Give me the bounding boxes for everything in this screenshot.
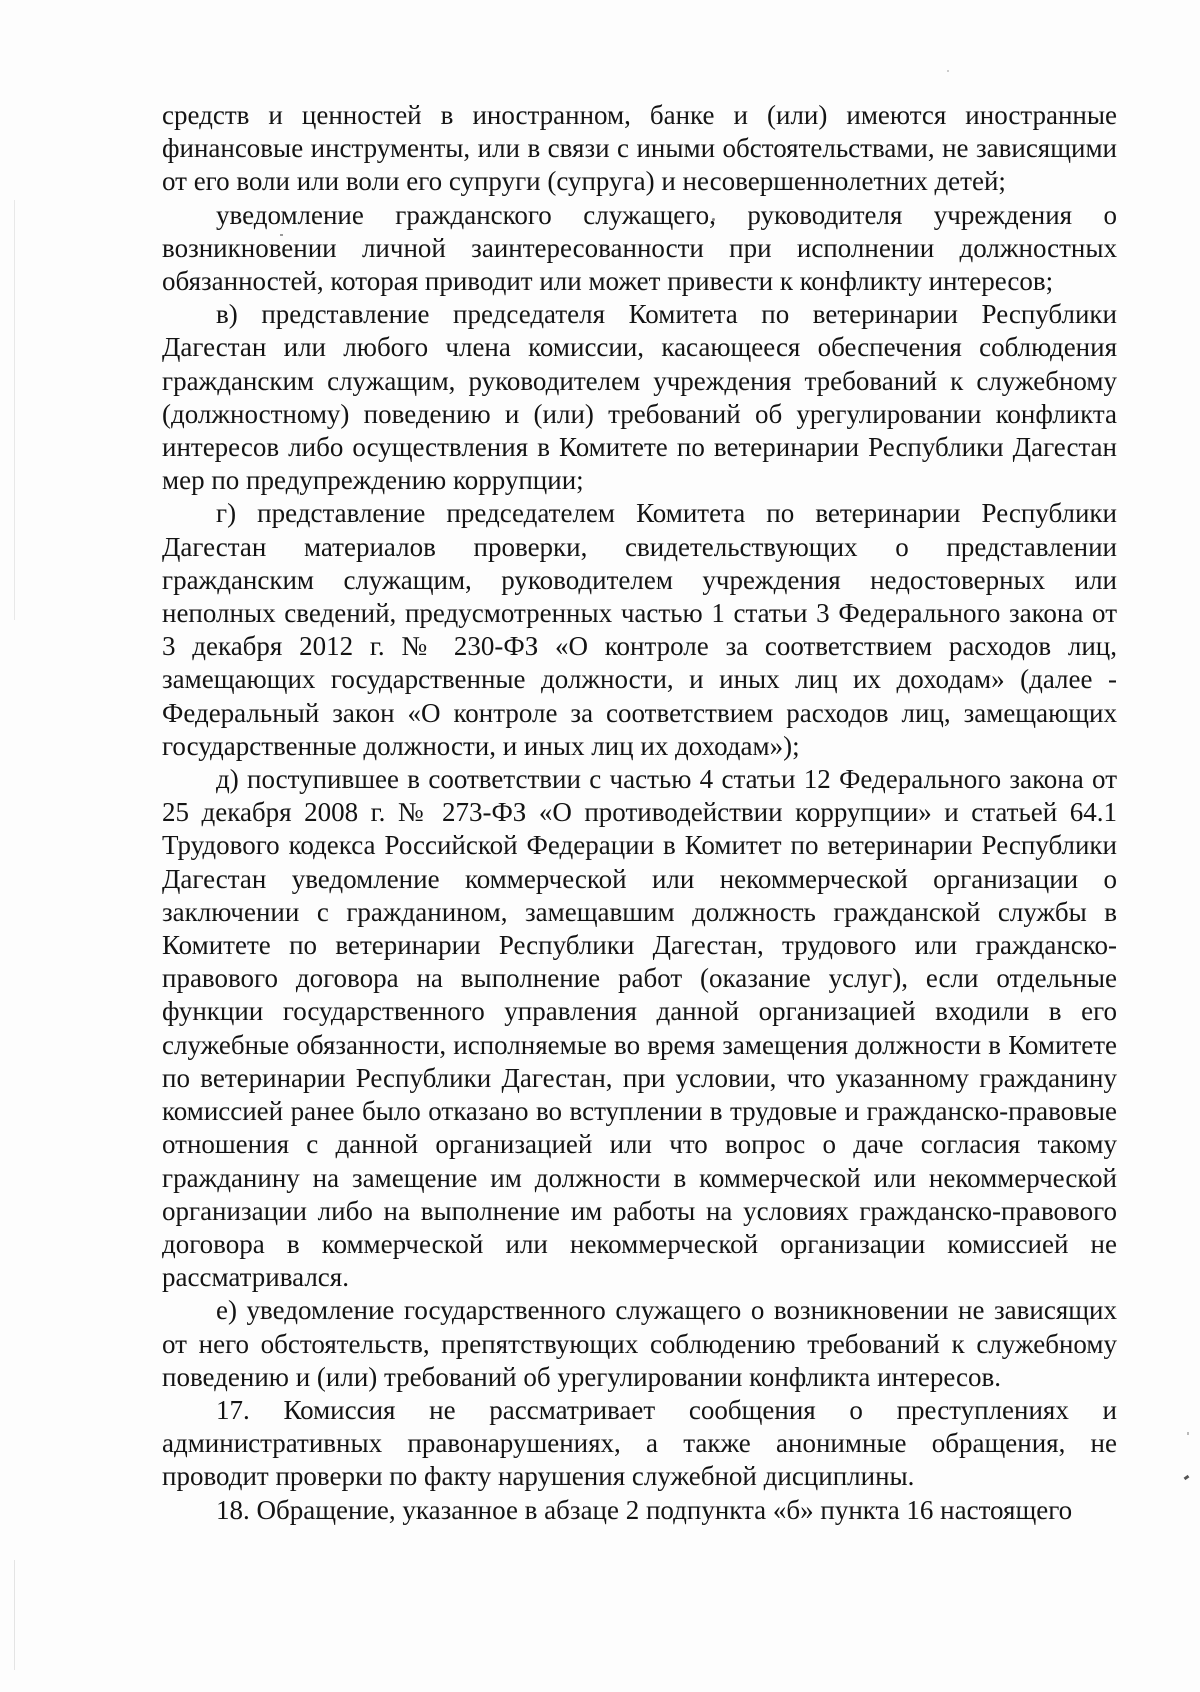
scan-edge-mark — [14, 1560, 15, 1670]
scan-speck — [947, 70, 949, 72]
scan-edge-mark — [14, 200, 15, 620]
paragraph-item-d: д) поступившее в соответствии с частью 4 статьи 12 Федерального закона от 25 декабря 2008 г. № 273-ФЗ «О противодействии коррупции» и статьей 64.1 Трудового кодекса Российской Федерации в Комитет по ветеринарии Республики Дагестан уведомление коммерческой или некоммерческой организации о заключении с гражданином, замещавшим должность гражданской службы в Комитете по ветеринарии Республики Дагестан, трудового или гражданско-правового договора на выполнение работ (оказание услуг), если отдельные функции государственного управления данной организацией входили в его служебные обязанности, исполняемые во время замещения должности в Комитете по ветеринарии Республики Дагестан, при условии, что указанному гражданину комиссией ранее было отказано во вступлении в трудовые и гражданско-правовые отношения с данной организацией или что вопрос о даче согласия такому гражданину на замещение им должности в коммерческой или некоммерческой организации либо на выполнение им работы на условиях гражданско-правового договора в коммерческой или некоммерческой организации комиссией не рассматривался. — [162, 764, 1117, 1293]
document-body — [162, 99, 1117, 1527]
paragraph-item-g: г) представление председателем Комитета по ветеринарии Республики Дагестан материалов проверки, свидетельствующих о представлении гражданским служащим, руководителем учреждения недостоверных или неполных сведений, предусмотренных частью 1 статьи 3 Федерального закона от 3 декабря 2012 г. № 230-ФЗ «О контроле за соответствием расходов лиц, замещающих государственные должности, и иных лиц их доходам» (далее - Федеральный закон «О контроле за соответствием расходов лиц, замещающих государственные должности, и иных лиц их доходам»); — [162, 498, 1117, 761]
paragraph-item-e: е) уведомление государственного служащего о возникновении не зависящих от него обстоятельств, препятствующих соблюдению требований к служебному поведению и (или) требований об урегулировании конфликта интересов. — [162, 1295, 1117, 1392]
scan-pen-mark — [1184, 1475, 1190, 1480]
paragraph-item-v: в) представление председателя Комитета по ветеринарии Республики Дагестан или любого члена комиссии, касающееся обеспечения соблюдения гражданским служащим, руководителем учреждения требований к служебному (должностному) поведению и (или) требований об урегулировании конфликта интересов либо осуществления в Комитете по ветеринарии Республики Дагестан мер по предупреждению коррупции; — [162, 299, 1117, 496]
paragraph-section-18: 18. Обращение, указанное в абзаце 2 подпункта «б» пункта 16 настоящего — [216, 1494, 1073, 1525]
paragraph-notice-personal-interest: уведомление гражданского служащего, руководителя учреждения о возникновении личной заинтересованности при исполнении должностных обязанностей, которая приводит или может привести к конфликту интересов; — [162, 199, 1117, 297]
paragraph-continuation: средств и ценностей в иностранном, банке и (или) имеются иностранные финансовые инструменты, или в связи с иными обстоятельствами, не зависящими от его воли или воли его супруги (супруга) и несовершеннолетних детей; — [162, 100, 1117, 197]
paragraph-section-17: 17. Комиссия не рассматривает сообщения о преступлениях и административных правонарушениях, а также анонимные обращения, не проводит проверки по факту нарушения служебной дисциплины. — [162, 1394, 1117, 1492]
scan-speck — [1187, 1432, 1189, 1435]
